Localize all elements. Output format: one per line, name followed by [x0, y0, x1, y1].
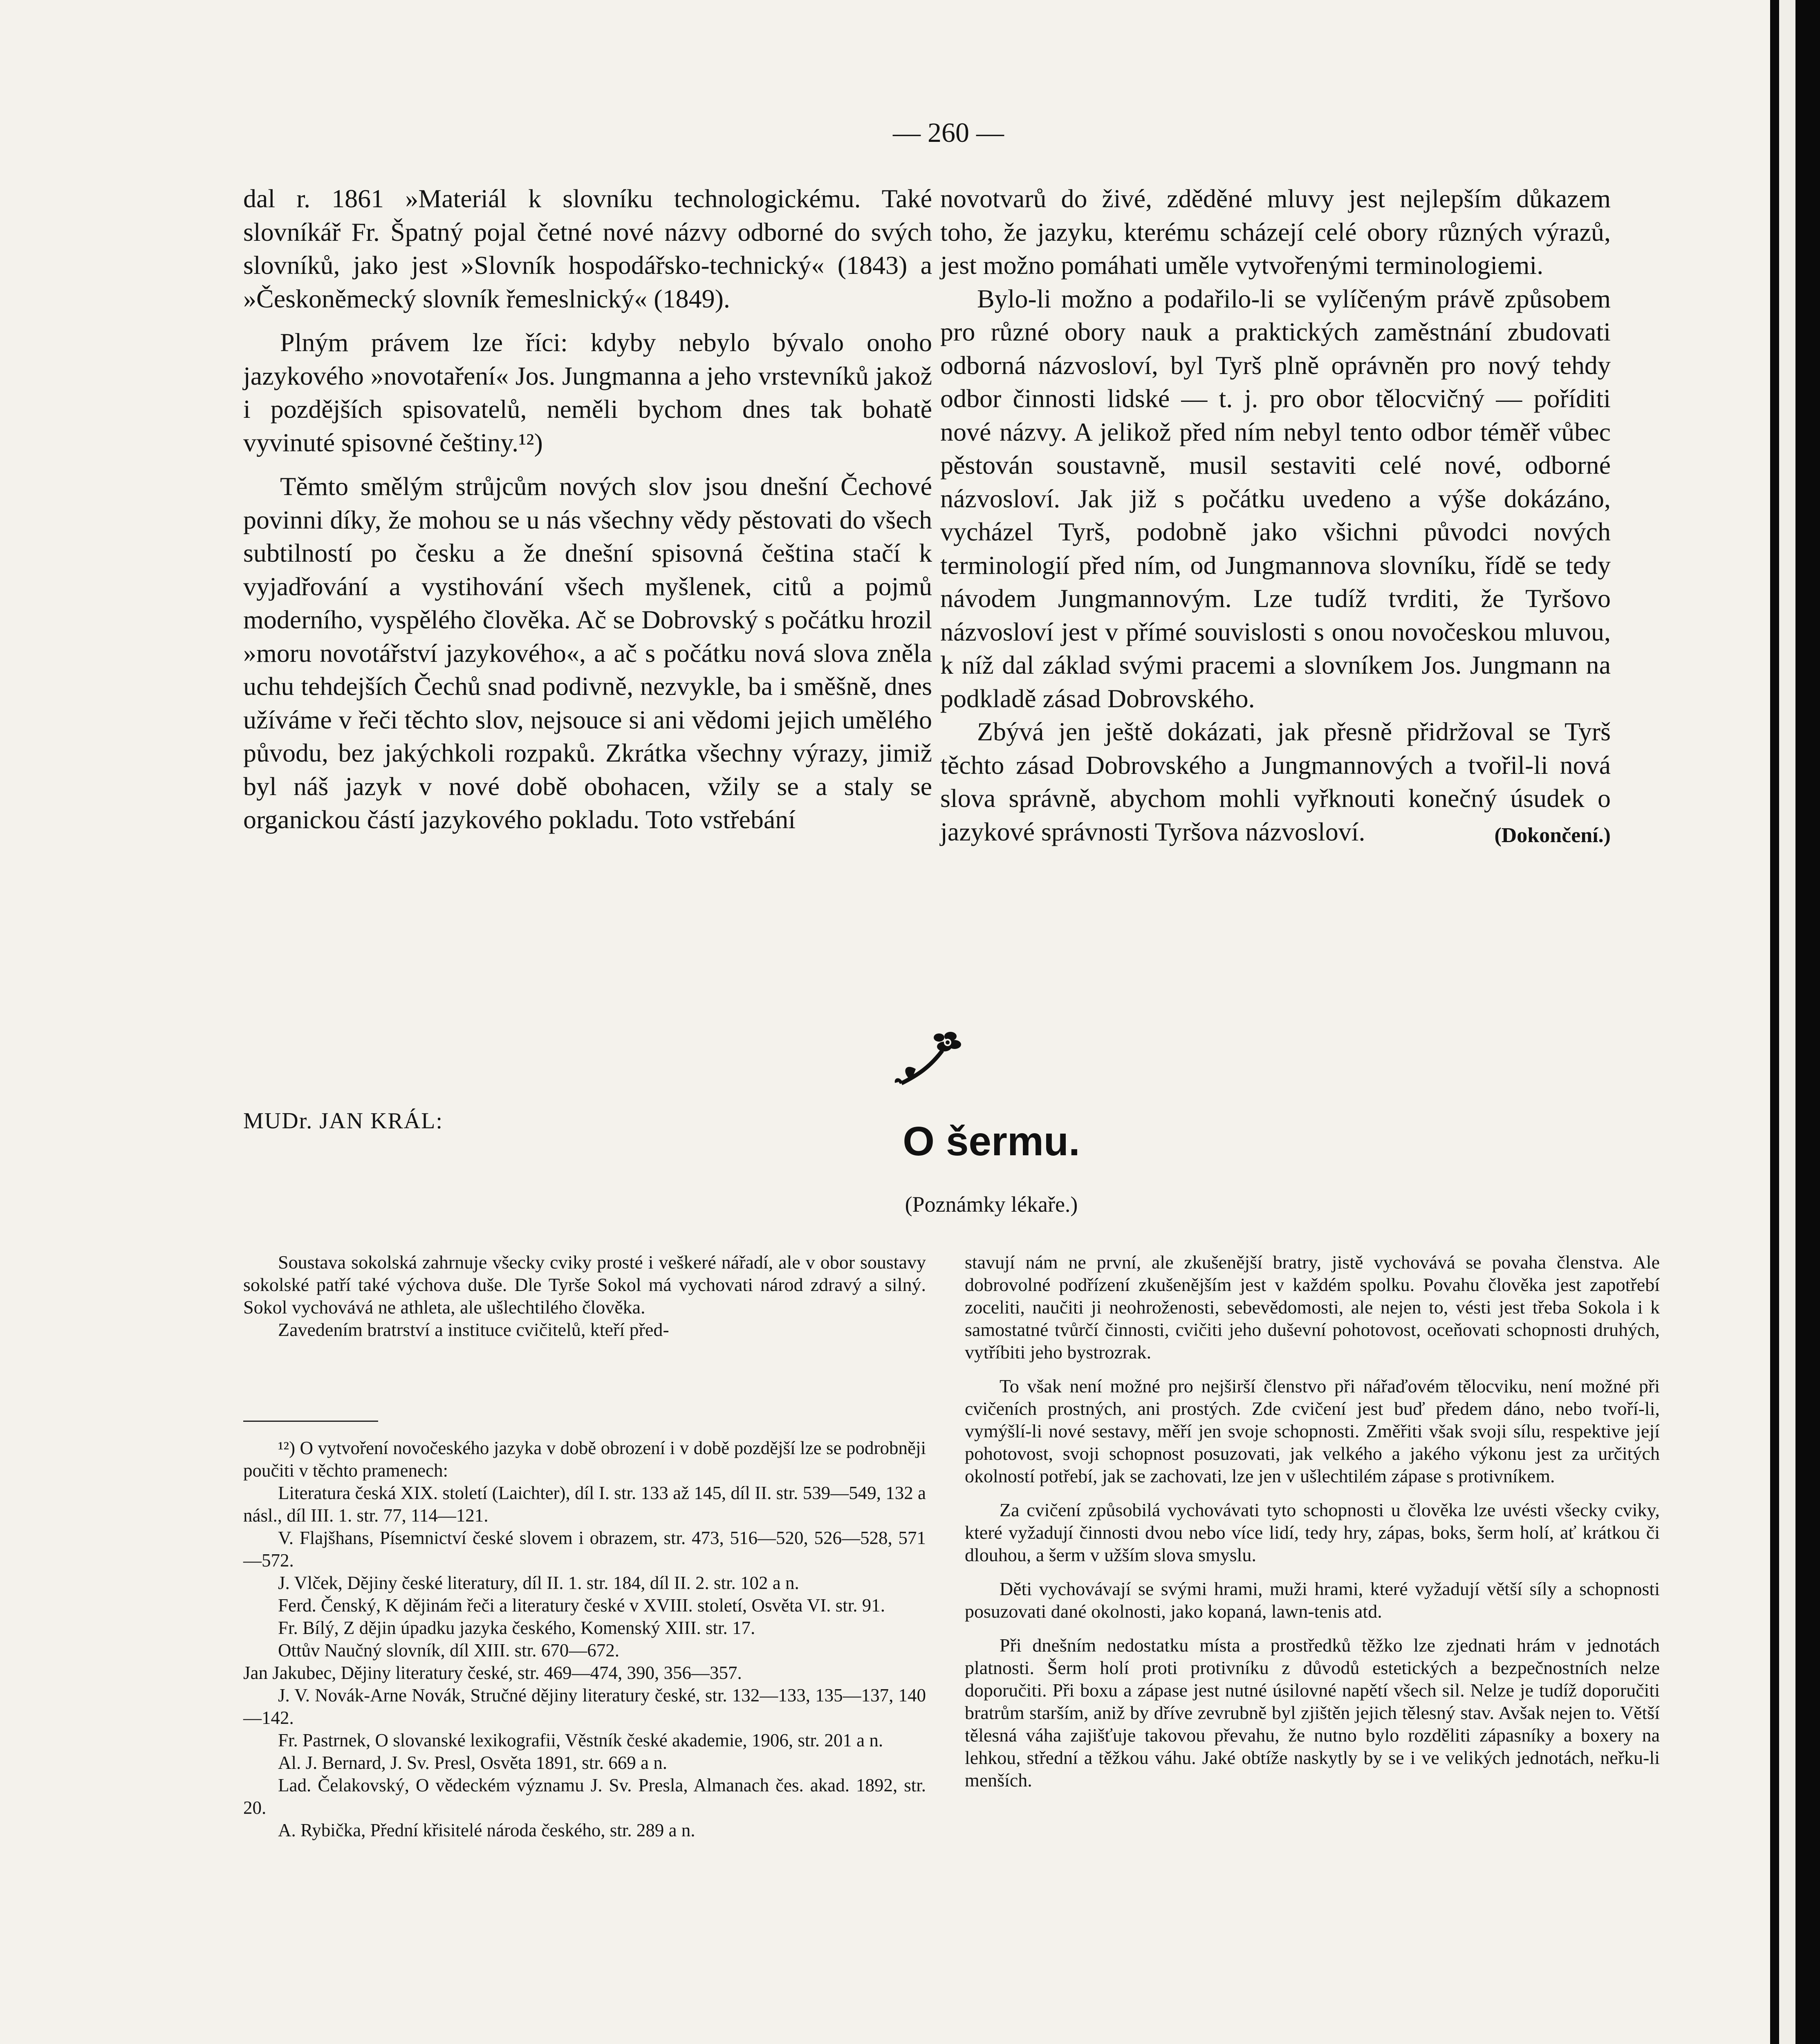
left-column-top — [243, 182, 932, 836]
footnote-intro: ¹²) O vytvoření novočeského jazyka v době obrození i v době pozdější lze se podrobněji poučiti v těchto pramenech: — [243, 1438, 926, 1481]
page-number: — 260 — — [893, 117, 1004, 148]
footnote-item: J. Vlček, Dějiny české literatury, díl II. 1. str. 184, díl II. 2. str. 102 a n. — [278, 1573, 799, 1593]
paragraph: Při dnešním nedostatku místa a prostředků těžko lze zjednati hrám v jednotách platnosti. Šerm holí proti protivníku z důvodů estetických a bezpečnostních nelze doporučiti. Při boxu a zápase jest nutné úsilovné napětí všech sil. Nelze je tudíž doporučiti bratrům starším, aniž by dříve zevrubně byl zjištěn jejich tělesný stav. Avšak nejen to. Větší tělesná váha zajišťuje takovou převahu, že nutno bylo rozděliti zápasníky a boxery na lehkou, střední a těžkou váhu. Jaké obtíže naskytly by se i ve velikých jednotách, neřku-li menších. — [965, 1635, 1660, 1791]
article-author: MUDr. JAN KRÁL: — [243, 1108, 443, 1134]
footnotes — [243, 1437, 926, 1842]
footnote-item: A. Rybička, Přední křisitelé národa českého, str. 289 a n. — [278, 1820, 695, 1840]
footnote-item: Ferd. Čenský, K dějinám řeči a literatury české v XVIII. století, Osvěta VI. str. 91. — [278, 1595, 885, 1616]
flower-ornament-icon — [893, 1030, 967, 1091]
footnote-item: Literatura česká XIX. století (Laichter), díl I. str. 133 až 145, díl II. str. 539—549, 132 a násl., díl III. 1. str. 77, 114—121. — [243, 1483, 926, 1526]
paragraph: Těmto smělým strůjcům nových slov jsou dnešní Čechové povinni díky, že mohou se u nás všechny vědy pěstovati do všech subtilností po česku a že dnešní spisovná čeština stačí k vyjadřování a vystihování všech myšlenek, citů a pojmů moderního, vyspělého člověka. Ač se Dobrovský s počátku hrozil »moru novotářství jazykového«, a ač s počátku nová slova zněla uchu tehdejších Čechů snad podivně, nezvykle, ba i směšně, dnes užíváme v řeči těchto slov, nejsouce si ani vědomi jejich umělého původu, bez jakýchkoli rozpaků. Zkrátka všechny výrazy, jimiž byl náš jazyk v nové době obohacen, vžily se a staly se organickou částí jazykového pokladu. Toto vstřebání — [243, 472, 932, 834]
footnote-item: Fr. Pastrnek, O slovanské lexikografii, Věstník české akademie, 1906, str. 201 a n. — [278, 1730, 883, 1750]
paragraph: Zavedením bratrství a instituce cvičitelů, kteří před- — [278, 1319, 669, 1340]
paragraph: Soustava sokolská zahrnuje všecky cviky prosté i veškeré nářadí, ale v obor soustavy sokolské patří také výchova duše. Dle Tyrše Sokol má vychovati národ zdravý a silný. Sokol vychovává ne athleta, ale ušlechtilého člověka. — [243, 1252, 926, 1318]
scan-edge-strip — [1779, 0, 1795, 2044]
footnote-item: J. V. Novák-Arne Novák, Stručné dějiny literatury české, str. 132—133, 135—137, 140—142. — [243, 1685, 926, 1728]
right-column-top — [940, 182, 1611, 852]
paragraph: Zbývá jen ještě dokázati, jak přesně přidržoval se Tyrš těchto zásad Dobrovského a Jungmannových a tvořil-li nová slova správně, abychom mohli vyřknouti konečný úsudek o jazykové správnosti Tyršova názvosloví. — [940, 717, 1611, 846]
footnote-item: Al. J. Bernard, J. Sv. Presl, Osvěta 1891, str. 669 a n. — [278, 1753, 668, 1773]
footnote-item: Ottův Naučný slovník, díl XIII. str. 670—672. — [278, 1640, 619, 1661]
footnote-divider — [243, 1421, 378, 1422]
article-title: O šermu. — [903, 1118, 1080, 1164]
footnote-item: Jan Jakubec, Dějiny literatury české, str. 469—474, 390, 356—357. — [243, 1663, 742, 1683]
footnote-item: V. Flajšhans, Písemnictví české slovem i obrazem, str. 473, 516—520, 526—528, 571—572. — [243, 1528, 926, 1571]
paragraph: Plným právem lze říci: kdyby nebylo bývalo onoho jazykového »novotaření« Jos. Jungmanna a jeho vrstevníků jakož i pozdějších spisovatelů, neměli bychom dnes tak bohatě vyvinuté spisovné češtiny.¹²) — [243, 328, 932, 457]
article-subtitle: (Poznámky lékaře.) — [905, 1192, 1078, 1217]
paragraph: Za cvičení způsobilá vychovávati tyto schopnosti u člověka lze uvésti všecky cviky, které vyžadují činnosti dvou nebo více lidí, tedy hry, zápas, boks, šerm holí, ať krátkou či dlouhou, a šerm v užším slova smyslu. — [965, 1499, 1660, 1565]
paragraph: stavují nám ne první, ale zkušenější bratry, jistě vychovává se povaha členstva. Ale dobrovolné podřízení zkušenějším jest v každém spolku. Povahu člověka jest zapotřebí zoceliti, naučiti ji neohroženosti, sebevědomosti, ale nejen to, vésti jest třeba Sokola i k samostatné tvůrčí činnosti, cvičiti jeho duševní pohotovost, oceňovati schopnosti druhých, vytříbiti jeho bystrozrak. — [965, 1252, 1660, 1363]
paragraph: To však není možné pro nejširší členstvo při nářaďovém tělocviku, není možné při cvičeních prostných, ani prostých. Zde cvičení jest buď předem dáno, nebo tvoří-li, vymýšlí-li nové sestavy, měří jen svoje schopnosti. Změřiti však svoji sílu, respektive její pohotovost, svoji schopnost posuzovati, jak velkého a jakého výkonu jest za určitých okolností potřebí, jak se zachovati, lze jen v ušlechtilém zápase s protivníkem. — [965, 1376, 1660, 1486]
continued-note: (Dokončení.) — [1494, 824, 1611, 847]
paragraph: dal r. 1861 »Materiál k slovníku technologickému. Také slovníkář Fr. Špatný pojal četné nové názvy odborné do svých slovníků, jako jest »Slovník hospodářsko-technický« (1843) a »Českoněmecký slovník řemeslnický« (1849). — [243, 184, 932, 313]
footnote-item: Fr. Bílý, Z dějin úpadku jazyka českého, Komenský XIII. str. 17. — [278, 1618, 755, 1638]
paragraph: novotvarů do živé, zděděné mluvy jest nejlepším důkazem toho, že jazyku, kterému scházejí celé obory různých výrazů, jest možno pomáhati uměle vytvořenými terminologiemi. — [940, 184, 1611, 280]
article-right-column — [965, 1251, 1660, 1791]
footnote-item: Lad. Čelakovský, O vědeckém významu J. Sv. Presla, Almanach čes. akad. 1892, str. 20. — [243, 1775, 926, 1818]
paragraph: Bylo-li možno a podařilo-li se vylíčeným právě způsobem pro různé obory nauk a praktických zaměstnání zbudovati odborná názvosloví, byl Tyrš plně oprávněn pro nový tehdy odbor činnosti lidské — t. j. pro obor tělocvičný — poříditi nové názvy. A jelikož před ním nebyl tento odbor téměř vůbec pěstován soustavně, musil sestaviti celé nové, odborné názvosloví. Jak již s počátku uvedeno a výše dokázáno, vycházel Tyrš, podobně jako všichni původci nových terminologií před ním, od Jungmannova slovníku, řídě se tedy návodem Jungmannovým. Lze tudíž tvrditi, že Tyršovo názvosloví jest v přímé souvislosti s onou novočeskou mluvou, k níž dal základ svými pracemi a slovníkem Jos. Jungmann na podkladě zásad Dobrovského. — [940, 284, 1611, 713]
paragraph: Děti vychovávají se svými hrami, muži hrami, které vyžadují větší síly a schopnosti posuzovati dané okolnosti, jako kopaná, lawn-tenis atd. — [965, 1578, 1660, 1622]
article-left-column — [243, 1251, 926, 1341]
